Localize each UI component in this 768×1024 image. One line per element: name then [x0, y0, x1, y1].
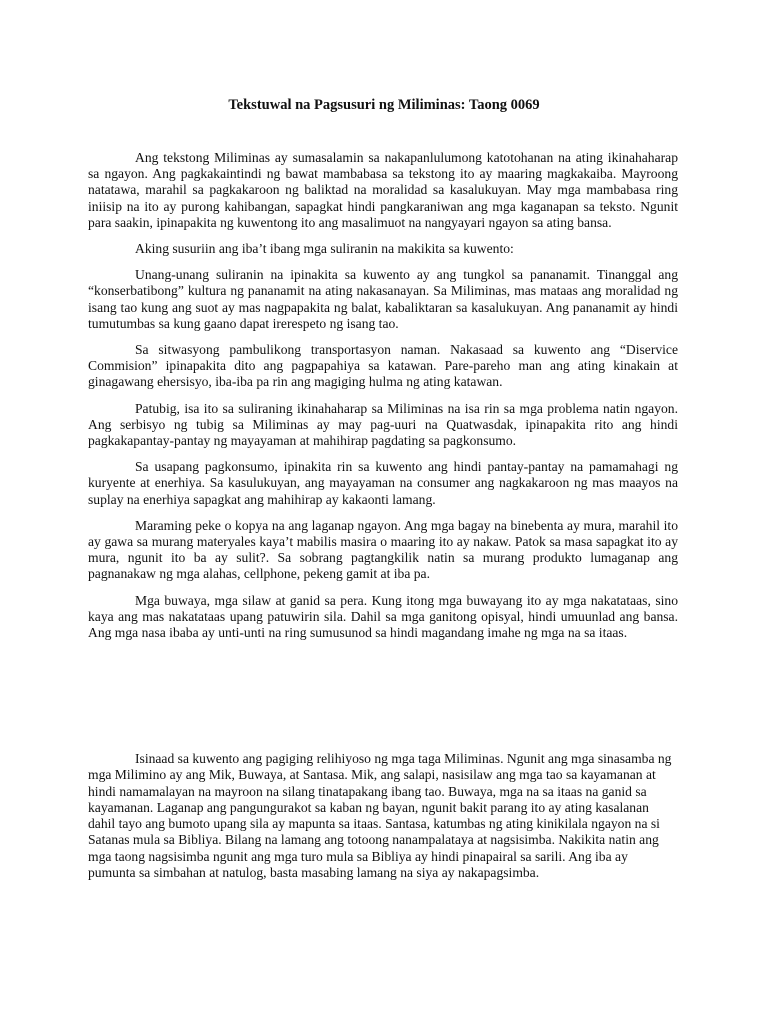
paragraph-officials: Mga buwaya, mga silaw at ganid sa pera. Kung itong mga buwayang ito ay mga nakatataas, sino kaya ang mas nakatataas upang patuwirin sila. Dahil sa mga ganitong opisyal, hindi umuunlad ang bansa. Ang mga nasa ibaba ay unti-unti na ring sumusunod sa hindi magandang imahe ng mga na sa itaas. — [88, 592, 678, 641]
paragraph-religion: Isinaad sa kuwento ang pagiging relihiyoso ng mga taga Miliminas. Ngunit ang mga sinasamba ng mga Milimino ay ang Mik, Buwaya, at Santasa. Mik, ang salapi, nasisilaw ang mga tao sa kayamanan at hindi namamalayan na mayroon na silang tinatapakang ibang tao. Buwaya, mga na sa itaas na ganid sa kayamanan. Laganap ang pangungurakot sa kaban ng bayan, ngunit bakit parang ito ay ating kasalanan dahil tayo ang bumoto upang sila ay mapunta sa itaas. Santasa, katumbas ng ating kinikilala ngayon na si Satanas mula sa Bibliya. Bilang na lamang ang totoong nanampalataya at nagsisimba. Nakikita natin ang mga taong nagsisimba ngunit ang mga turo mula sa Bibliya ay hindi pinapairal sa sarili. Ang iba ay pumunta sa simbahan at natulog, basta masabing lamang na siya ay nakapagsimba. — [88, 751, 672, 881]
paragraph-intro: Ang tekstong Miliminas ay sumasalamin sa nakapanlulumong katotohanan na ating ikinahaharap sa ngayon. Ang pagkakaintindi ng bawat mambabasa sa tekstong ito ay maaring magkakaiba. Mayroong natatawa, marahil sa pagkakaroon ng baliktad na moralidad sa kasalukuyan. May mga mambabasa ring iniisip na ito ay purong kahibangan, sapagkat hindi pangkaraniwan ang mga kaganapan sa teksto. Ngunit para saakin, ipinapakita ng kuwentong ito ang masalimuot na nangyayari ngayon sa ating bansa. — [88, 150, 678, 230]
paragraph-overview: Aking susuriin ang iba’t ibang mga suliranin na makikita sa kuwento: — [135, 241, 514, 257]
document-title: Tekstuwal na Pagsusuri ng Miliminas: Taong 0069 — [228, 97, 540, 113]
paragraph-counterfeit: Maraming peke o kopya na ang laganap ngayon. Ang mga bagay na binebenta ay mura, marahil ito ay gawa sa murang materyales kaya’t mabilis masira o maaring ito ay nakaw. Patok sa masa sapagkat ito ay mura, ngunit ito ba ay sulit?. Sa sobrang pagtangkilik natin sa murang produkto lumaganap ang pagnanakaw ng mga alahas, cellphone, pekeng gamit at iba pa. — [88, 517, 678, 582]
paragraph-energy: Sa usapang pagkonsumo, ipinakita rin sa kuwento ang hindi pantay-pantay na pamamahagi ng kuryente at enerhiya. Sa kasulukuyan, ang mayayaman na consumer ang nagkakaroon ng mas maayos na suplay na enerhiya sapagkat ang mahihirap ay kakaonti lamang. — [88, 459, 678, 507]
paragraph-water: Patubig, isa ito sa suliraning ikinahaharap sa Miliminas na isa rin sa mga problema natin ngayon. Ang serbisyo ng tubig sa Miliminas ay may pag-uuri na Quatwasdak, ipinapakita rito ang hindi pagkakapantay-pantay ng mayayaman at mahihirap pagdating sa pagkonsumo. — [88, 400, 678, 449]
paragraph-transportation: Sa sitwasyong pambulikong transportasyon naman. Nakasaad sa kuwento ang “Diservice Commision” ipinapakita dito ang pagpapahiya sa katawan. Pare-pareho man ang ating kinakain at ginagawang ehersisyo, iba-iba pa rin ang magiging hulma ng ating katawan. — [88, 342, 678, 390]
document-body-lower — [88, 751, 678, 881]
document-body — [88, 150, 678, 651]
paragraph-clothing: Unang-unang suliranin na ipinakita sa kuwento ay ang tungkol sa pananamit. Tinanggal ang “konserbatibong” kultura ng pananamit na ating nakasanayan. Sa Miliminas, mas mataas ang moralidad ng isang tao kung ang suot ay mas nagpapakita ng balat, kabaliktaran sa kasalukuyan. Ang pananamit ay hindi tumutumbas sa kung gaano dapat irerespeto ng isang tao. — [88, 267, 678, 331]
